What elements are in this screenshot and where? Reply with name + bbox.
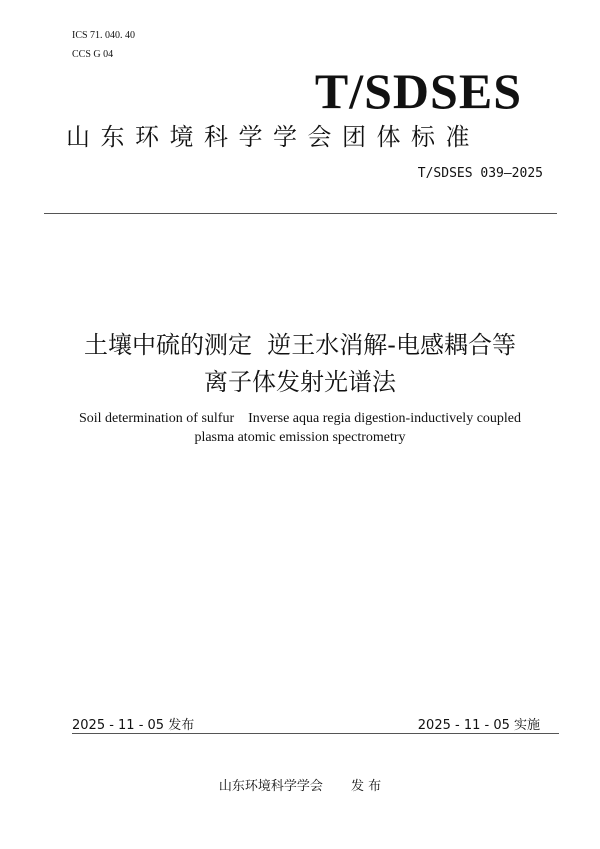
ics-code: ICS 71. 040. 40 [72, 30, 136, 41]
issue-date: 2025 - 11 - 05 发布 [72, 718, 195, 733]
title-chinese [0, 327, 600, 401]
publisher-line [0, 775, 600, 794]
title-en-line2: plasma atomic emission spectrometry [194, 430, 406, 445]
title-cn-line1: 土壤中硫的测定 逆王水消解-电感耦合等 [84, 331, 516, 359]
organization-standard-label: 山东环境科学学会团体标准 [66, 123, 480, 151]
title-en-line1: Soil determination of sulfur Inverse aqua regia digestion-inductively coupled [78, 411, 522, 426]
footer-divider [72, 733, 559, 734]
header-divider [44, 213, 557, 214]
standard-brand: T/SDSES [314, 63, 522, 119]
ccs-code: CCS G 04 [72, 49, 114, 60]
publisher-name: 山东环境科学学会 [218, 779, 323, 794]
implementation-date: 2025 - 11 - 05 实施 [417, 718, 540, 733]
standard-number: T/SDSES 039—2025 [417, 166, 543, 181]
publisher-action: 发 布 [350, 779, 382, 794]
title-english [0, 409, 600, 447]
title-cn-line2: 离子体发射光谱法 [204, 368, 396, 396]
